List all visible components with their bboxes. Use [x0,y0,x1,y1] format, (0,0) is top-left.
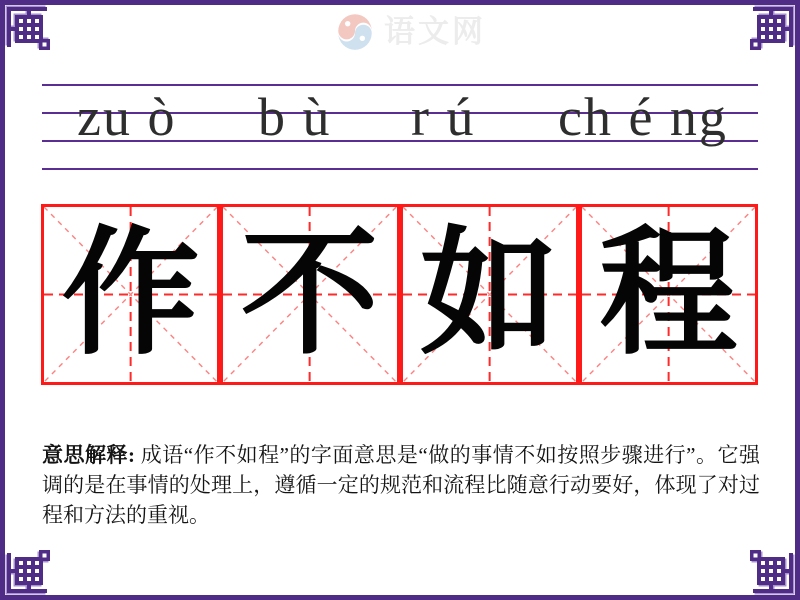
pinyin-syllable-zuo: zu ò [77,87,177,147]
character-grid-row [41,204,758,385]
site-watermark [334,8,486,54]
pinyin-guide-line-4 [42,168,758,170]
explanation-label: 意思解释: [42,443,135,467]
idiom-character-1: 作 [61,217,200,371]
watermark-fish-icon [334,8,376,54]
pinyin-guide-line-1 [42,84,758,86]
idiom-character-2: 不 [240,217,379,371]
corner-ornament-top-left [1,1,53,53]
idiom-character-4: 程 [599,217,738,371]
idiom-character-3: 如 [420,217,559,371]
watermark-site-name: 语文网 [384,13,486,49]
character-box-1 [41,204,220,385]
corner-ornament-bottom-left [1,547,53,599]
character-box-4 [579,204,758,385]
character-box-3 [400,204,579,385]
meaning-explanation [42,440,760,530]
corner-ornament-top-right [747,1,799,53]
pinyin-syllable-ru: r ú [411,87,476,147]
pinyin-syllable-bu: b ù [258,87,332,147]
pinyin-syllable-cheng: ch é ng [558,87,728,147]
character-box-2 [220,204,399,385]
corner-ornament-bottom-right [747,547,799,599]
explanation-text: 成语“作不如程”的字面意思是“做的事情不如按照步骤进行”。它强调的是在事情的处理上，遵循一定的规范和流程比随意行动要好，体现了对过程和方法的重视。 [42,443,761,527]
